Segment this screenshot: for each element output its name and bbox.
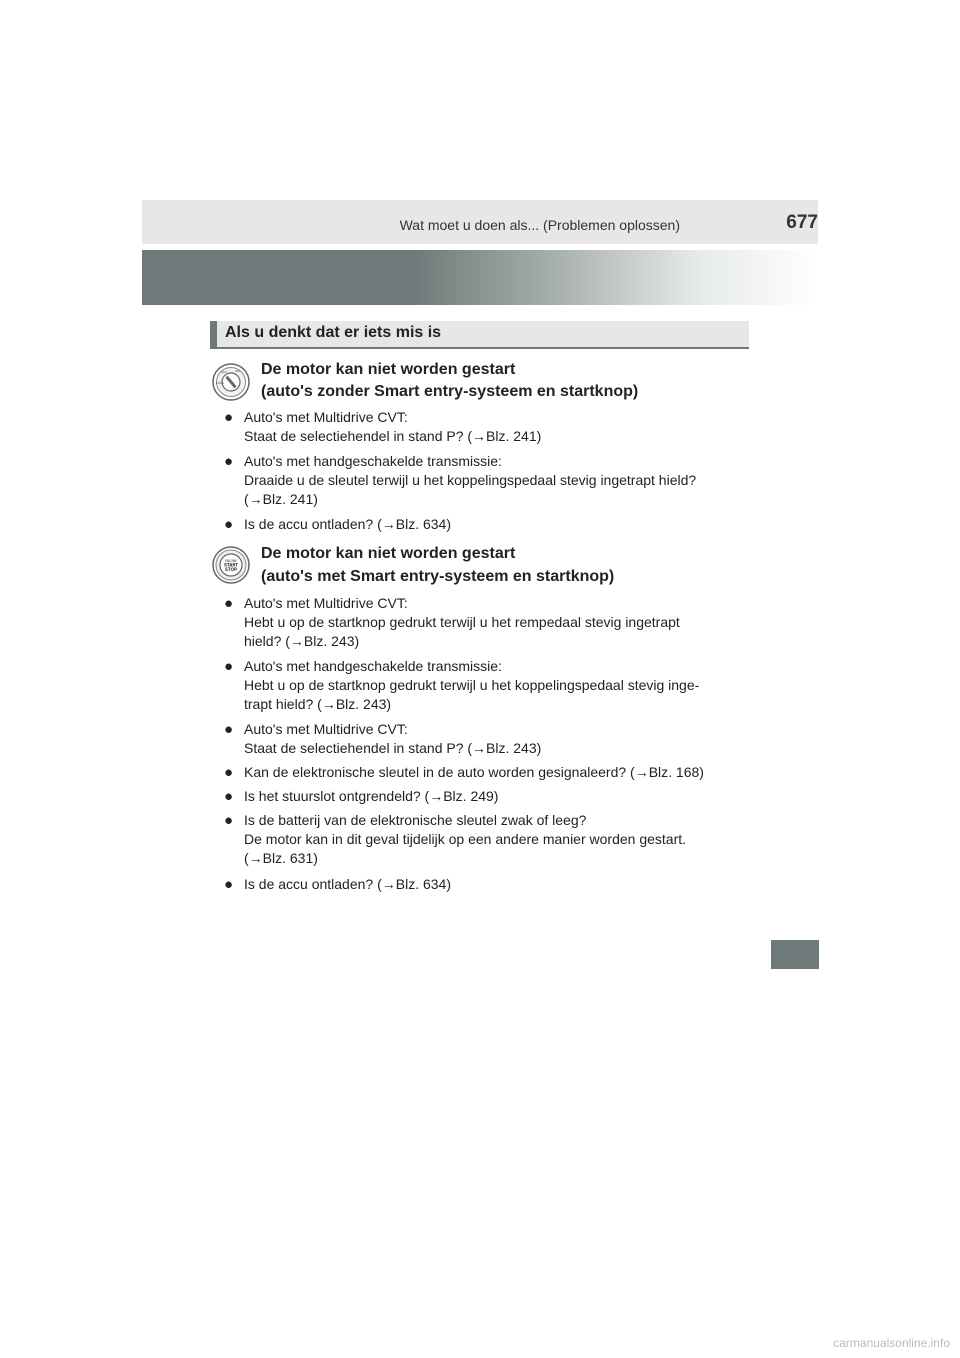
list-item-line: Is het stuurslot ontgrendeld? (→Blz. 249) <box>244 788 499 804</box>
list-item-line: Auto's met Multidrive CVT: <box>244 595 408 611</box>
bullet-dot: ● <box>224 876 234 893</box>
ignition-label-lock: LOCK <box>216 381 224 385</box>
list-item-line: Staat de selectiehendel in stand P? (→Blz. 241) <box>244 428 542 444</box>
bullet-dot: ● <box>224 788 234 805</box>
list-item-line: Auto's met handgeschakelde transmissie: <box>244 453 502 469</box>
list-item-line: Hebt u op de startknop gedrukt terwijl u het koppelingspedaal stevig inge- <box>244 677 700 693</box>
list-item <box>224 408 748 446</box>
list-item-line: Auto's met handgeschakelde transmissie: <box>244 658 502 674</box>
list-item-line: (→Blz. 241) <box>244 491 318 507</box>
subsection1-title-line1: De motor kan niet worden gestart <box>261 361 516 378</box>
chapter-side-tab <box>771 940 819 969</box>
list-item <box>224 875 748 894</box>
list-item <box>224 657 748 714</box>
subsection1-title-line2: (auto's zonder Smart entry-systeem en startknop) <box>261 383 639 400</box>
bullet-dot: ● <box>224 764 234 781</box>
bullet-dot: ● <box>224 812 234 829</box>
footer-watermark: carmanualsonline.info <box>833 1336 950 1350</box>
list-item-line: Is de accu ontladen? (→Blz. 634) <box>244 516 452 532</box>
list-item-line: Hebt u op de startknop gedrukt terwijl u het rempedaal stevig ingetrapt <box>244 614 680 630</box>
list-item <box>224 720 748 758</box>
ignition-switch-icon <box>212 363 250 401</box>
list-item-line: Auto's met Multidrive CVT: <box>244 409 408 425</box>
subsection2-title-line2: (auto's met Smart entry-systeem en startknop) <box>261 568 615 585</box>
bullet-dot: ● <box>224 516 234 533</box>
chapter-band <box>142 250 818 305</box>
ignition-label-acc: ACC <box>221 370 228 374</box>
subsection2-title-line1: De motor kan niet worden gestart <box>261 545 516 562</box>
bullet-dot: ● <box>224 721 234 738</box>
page-number: 677 <box>786 212 818 233</box>
engine-button-label-engine: ENGINE <box>224 559 238 563</box>
header-title: Wat moet u doen als... (Problemen oplossen) <box>399 217 680 233</box>
section-heading-accent <box>210 321 217 347</box>
bullet-dot: ● <box>224 409 234 426</box>
list-item <box>224 787 748 806</box>
section-heading <box>210 321 749 349</box>
list-item <box>224 594 748 651</box>
list-item-line: (→Blz. 631) <box>244 850 318 866</box>
bullet-dot: ● <box>224 595 234 612</box>
bullet-dot: ● <box>224 453 234 470</box>
list-item-line: hield? (→Blz. 243) <box>244 633 360 649</box>
list-item <box>224 811 748 868</box>
ignition-label-on: ON <box>235 369 240 373</box>
list-item-line: De motor kan in dit geval tijdelijk op een andere manier worden gestart. <box>244 831 687 847</box>
list-item <box>224 452 748 509</box>
list-item <box>224 763 748 782</box>
list-item-line: Auto's met Multidrive CVT: <box>244 721 408 737</box>
list-item-line: trapt hield? (→Blz. 243) <box>244 696 392 712</box>
engine-start-stop-button-icon <box>212 546 250 584</box>
engine-button-label-stop: STOP <box>225 567 237 572</box>
list-item-line: Is de batterij van de elektronische sleutel zwak of leeg? <box>244 812 587 828</box>
list-item-line: Kan de elektronische sleutel in de auto worden gesignaleerd? (→Blz. 168) <box>244 764 704 780</box>
list-item-line: Draaide u de sleutel terwijl u het koppelingspedaal stevig ingetrapt hield? <box>244 472 697 488</box>
bullet-dot: ● <box>224 658 234 675</box>
list-item-line: Is de accu ontladen? (→Blz. 634) <box>244 876 452 892</box>
section-heading-text: Als u denkt dat er iets mis is <box>225 324 442 341</box>
page-header <box>142 200 818 244</box>
engine-button-label-start: START <box>223 562 239 568</box>
list-item-line: Staat de selectiehendel in stand P? (→Blz. 243) <box>244 740 542 756</box>
list-item <box>224 515 748 534</box>
